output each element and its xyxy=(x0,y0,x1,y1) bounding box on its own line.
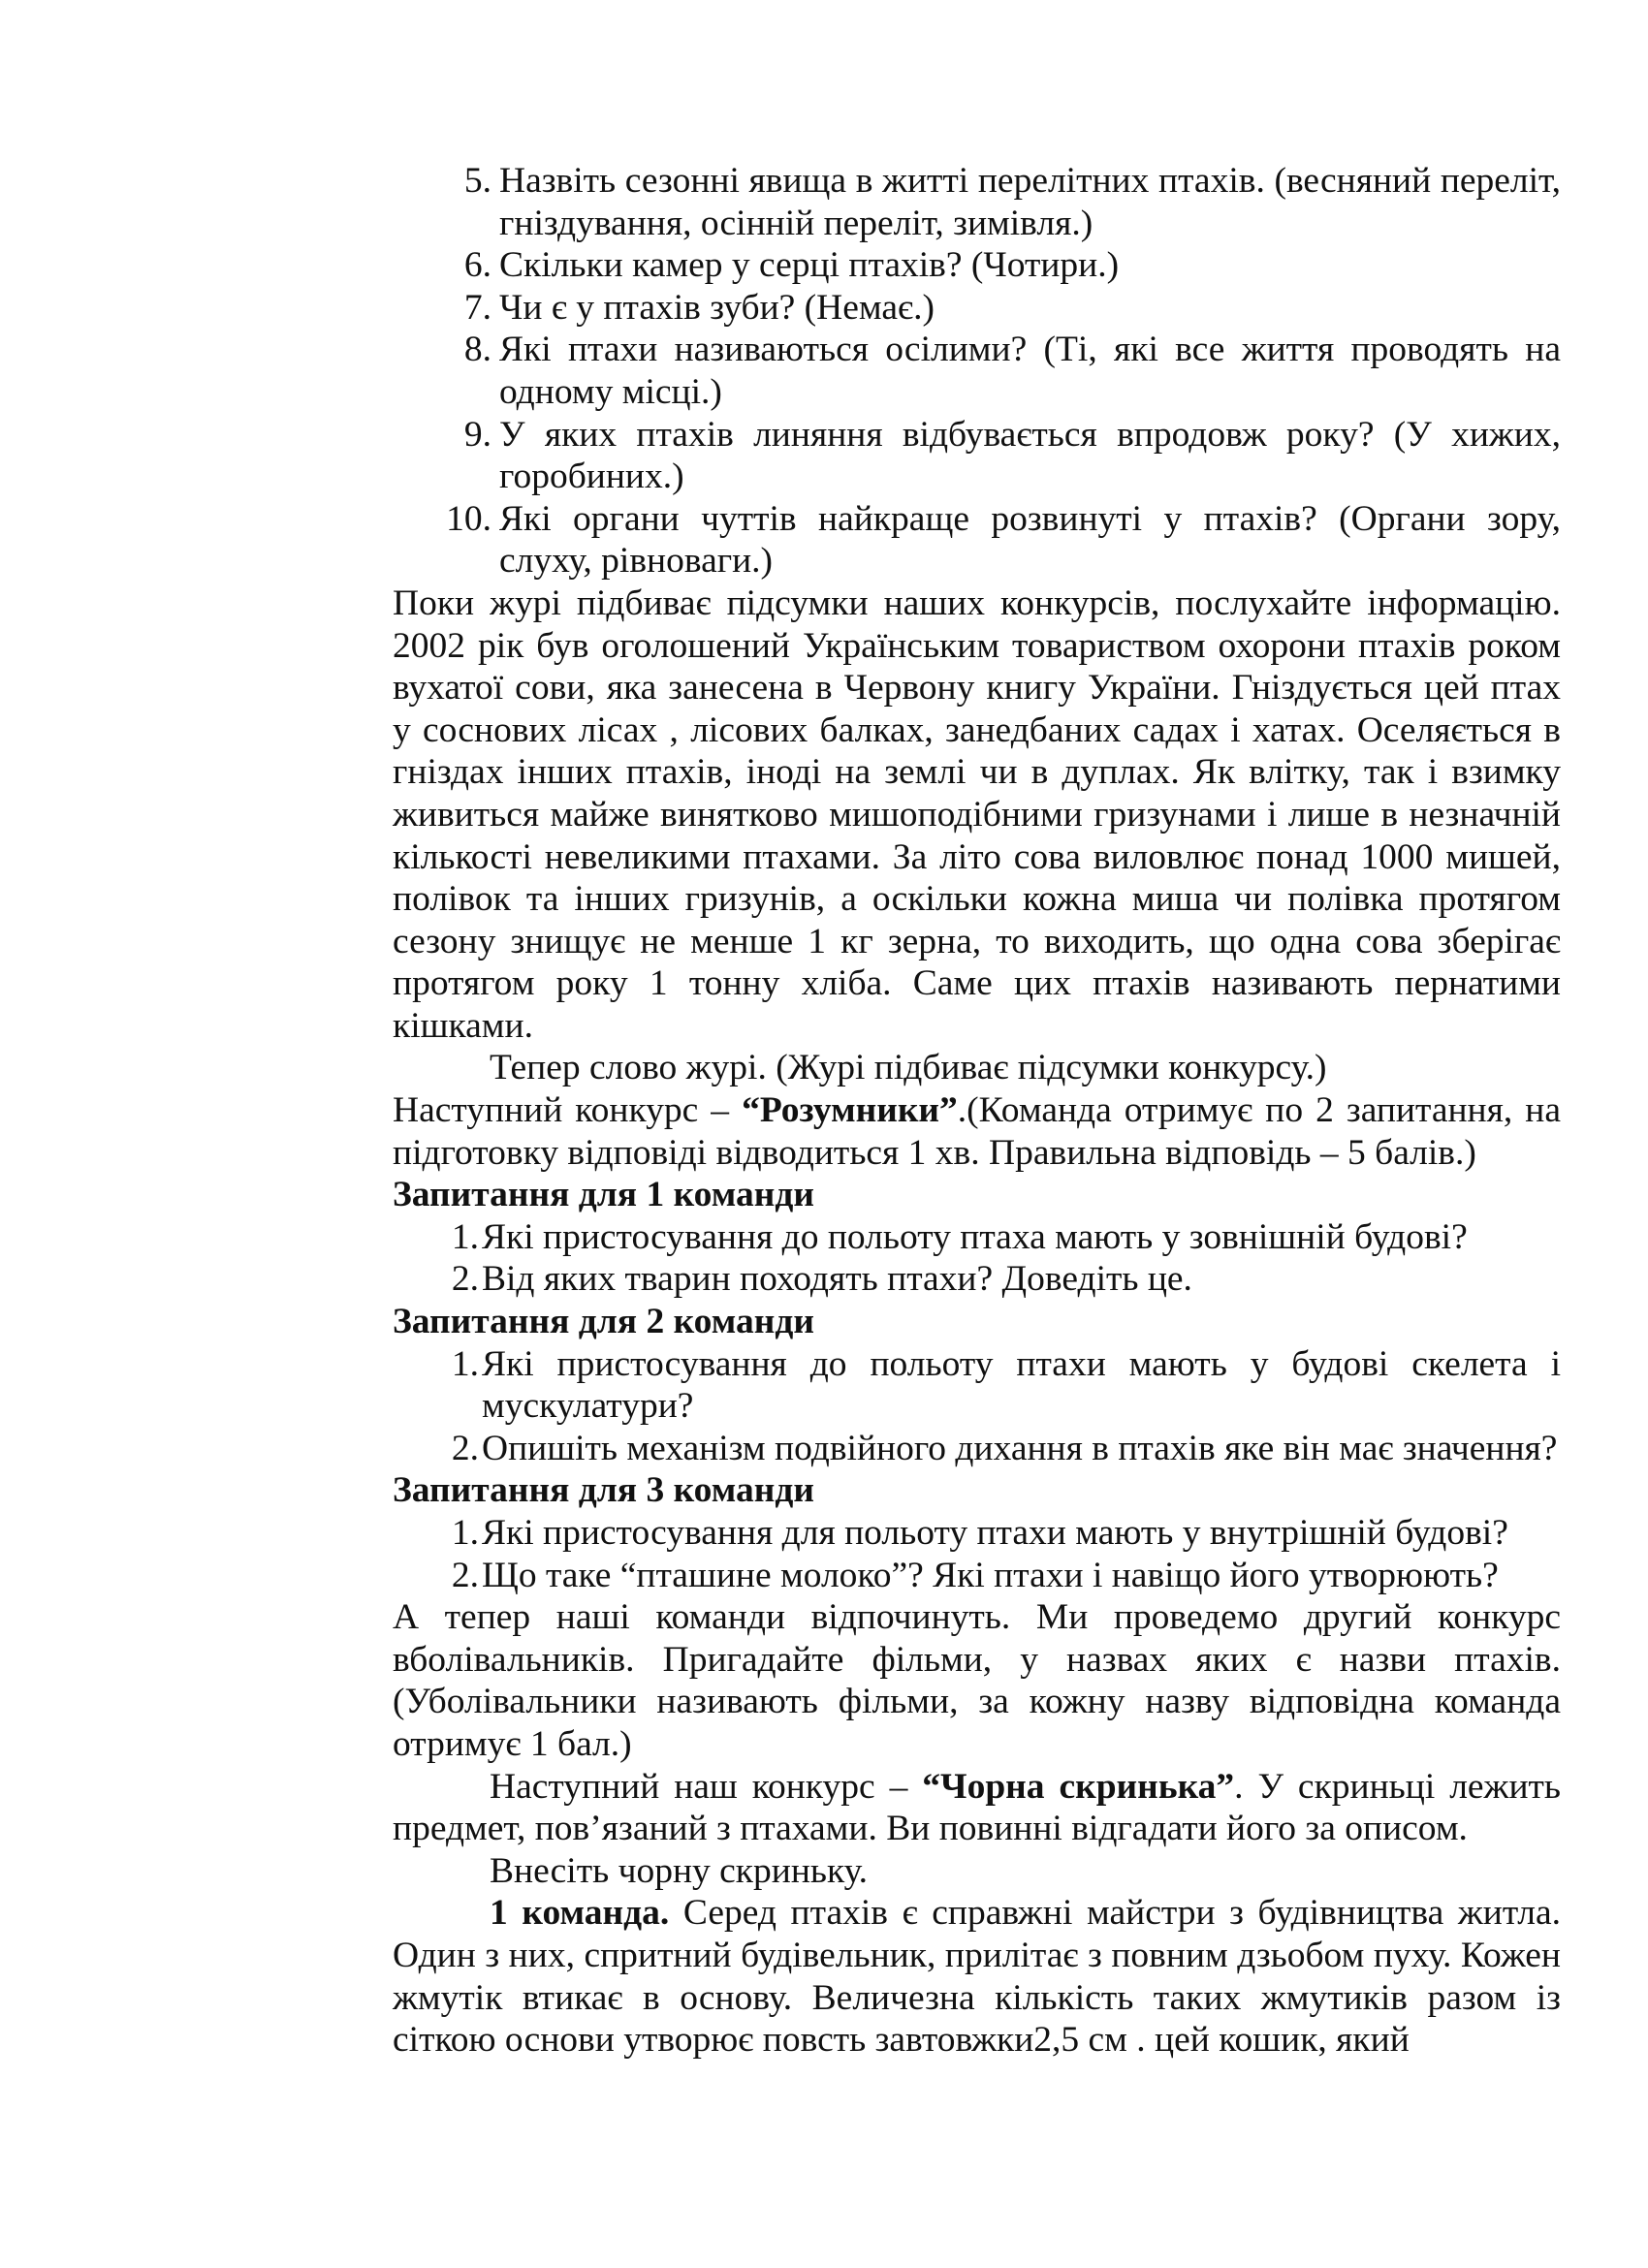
black-box-description: . У скриньці лежить предмет, пов’язаний з птахами. Ви повинні відгадати його за описом. xyxy=(393,1766,1562,1849)
team1-task-label: 1 команда. xyxy=(490,1893,670,1934)
team1-task-text: Серед птахів є справжні майстри з будівництва житла. Один з них, спритний будівельник, прилітає з повним дзьобом пуху. Кожен жмутік втикає в основу. Величезна кількість таких жмутиків разом із сіткою основи утворює повсть завтовжки2,5 см . цей кошик, який xyxy=(393,1893,1562,2061)
item-text: Які пристосування до польоту птахи мають у будові скелета і мускулатури? xyxy=(482,1343,1561,1427)
item-text: Які птахи називаються осілими? (Ті, які все життя проводять на одному місці.) xyxy=(499,330,1561,412)
list-item xyxy=(393,414,1561,498)
team2-heading: Запитання для 2 команди xyxy=(393,1302,814,1342)
team1-heading: Запитання для 1 команди xyxy=(393,1175,814,1215)
item-number: 5. xyxy=(463,161,491,201)
list-item xyxy=(393,1512,1561,1555)
list-item xyxy=(393,1343,1561,1428)
team1-question-list xyxy=(393,1216,1561,1301)
item-number: 2. xyxy=(451,1259,479,1300)
next-contest-prefix: Наступний конкурс – xyxy=(393,1090,743,1131)
list-item xyxy=(393,329,1561,413)
bring-box-line: Внесіть чорну скриньку. xyxy=(490,1850,869,1891)
list-item xyxy=(393,1555,1561,1597)
item-number: 7. xyxy=(463,287,491,328)
list-item xyxy=(393,287,1561,330)
item-number: 1. xyxy=(451,1216,479,1257)
contest-name-rozumnyky: “Розумники” xyxy=(742,1090,958,1131)
item-text: Що таке “пташине молоко”? Які птахи і навіщо його утворюють? xyxy=(482,1555,1499,1595)
item-text: Скільки камер у серці птахів? (Чотири.) xyxy=(499,245,1120,286)
item-text: Від яких тварин походять птахи? Доведіть це. xyxy=(482,1259,1192,1300)
item-text: У яких птахів линяння відбувається впродовж року? (У хижих, горобиних.) xyxy=(499,414,1561,497)
team2-question-list xyxy=(393,1343,1561,1470)
item-number: 1. xyxy=(451,1343,479,1384)
owl-info-paragraph: Поки журі підбиває підсумки наших конкурсів, послухайте інформацію. 2002 рік був оголошений Українським товариством охорони птахів роком вухатої сови, яка занесена в Червону книгу України. Гніздується цей птах у соснових лісах , лісових балках, занедбаних садах і хатах. Оселяється в гніздах інших птахів, іноді на землі чи в дуплах. Як влітку, так і взимку живиться майже винятково мишоподібними гризунами і лише в незначній кількості невеликими птахами. За літо сова виловлює понад 1000 мишей, полівок та інших гризунів, а оскільки кожна миша чи полівка протягом сезону знищує не менше 1 кг зерна, то виходить, що одна сова зберігає протягом року 1 тонну хліба. Саме цих птахів називають пернатими кішками. xyxy=(393,583,1561,1046)
item-number: 9. xyxy=(463,414,491,455)
item-text: Які органи чуттів найкраще розвинуті у птахів? (Органи зору, слуху, рівноваги.) xyxy=(499,498,1561,582)
document-page xyxy=(393,160,1561,2062)
black-box-paragraph xyxy=(393,1766,1561,1850)
item-number: 6. xyxy=(463,245,491,286)
question-list-5-10 xyxy=(393,160,1561,583)
team3-question-list xyxy=(393,1512,1561,1596)
list-item xyxy=(393,160,1561,244)
item-number: 1. xyxy=(451,1513,479,1553)
list-item xyxy=(393,1216,1561,1259)
item-text: Чи є у птахів зуби? (Немає.) xyxy=(499,287,935,328)
list-item xyxy=(393,244,1561,287)
fans-contest-paragraph: А тепер наші команди відпочинуть. Ми проведемо другий конкурс вболівальників. Пригадайте фільми, у назвах яких є назви птахів. (Уболівальники називають фільми, за кожну назву відповідна команда отримує 1 бал.) xyxy=(393,1597,1561,1764)
black-box-prefix: Наступний наш конкурс – xyxy=(490,1766,923,1807)
item-text: Які пристосування для польоту птахи мають у внутрішній будові? xyxy=(482,1513,1508,1553)
team3-heading: Запитання для 3 команди xyxy=(393,1470,814,1511)
next-contest-paragraph xyxy=(393,1089,1561,1174)
list-item xyxy=(393,1428,1561,1470)
item-text: Назвіть сезонні явища в житті перелітних птахів. (весняний переліт, гніздування, осінній переліт, зимівля.) xyxy=(499,161,1561,243)
item-text: Які пристосування до польоту птаха мають у зовнішній будові? xyxy=(482,1216,1468,1257)
item-number: 10. xyxy=(446,498,491,539)
list-item xyxy=(393,1258,1561,1301)
contest-name-black-box: “Чорна скринька” xyxy=(922,1766,1235,1807)
item-number: 2. xyxy=(451,1555,479,1595)
item-text: Опишіть механізм подвійного дихання в птахів яке він має значення? xyxy=(482,1428,1558,1468)
next-contest-rules: .(Команда отримує по 2 запитання, на підготовку відповіді відводиться 1 хв. Правильна відповідь – 5 балів.) xyxy=(393,1090,1561,1173)
jury-line: Тепер слово журі. (Журі підбиває підсумки конкурсу.) xyxy=(490,1048,1327,1088)
item-number: 2. xyxy=(451,1428,479,1468)
list-item xyxy=(393,498,1561,583)
team1-task-paragraph xyxy=(393,1892,1561,2061)
item-number: 8. xyxy=(463,330,491,370)
